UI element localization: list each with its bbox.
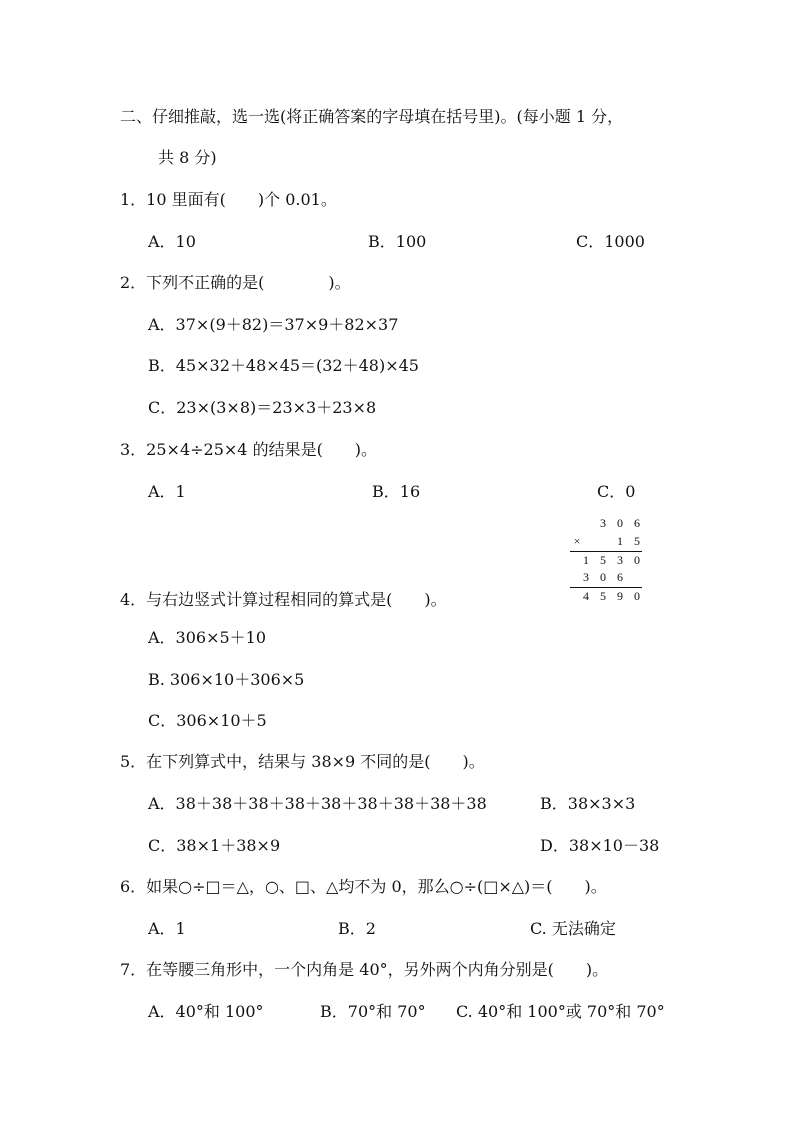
section-header-line1: 二、仔细推敲，选一选(将正确答案的字母填在括号里)。(每小题 1 分， <box>120 107 624 126</box>
calc-digit: 4 <box>583 589 589 603</box>
question-4-option-a: A．306×5＋10 <box>148 628 267 647</box>
calc-row-partial-1 <box>568 552 644 569</box>
calc-digit: 0 <box>600 570 606 584</box>
calc-row-multiplier <box>568 533 644 550</box>
question-6-option-b: B．2 <box>338 919 376 938</box>
calc-digit: 6 <box>634 516 640 530</box>
question-5-option-b: B．38×3×3 <box>540 794 636 813</box>
question-1-option-c: C．1000 <box>576 232 645 251</box>
calc-times-sign: × <box>573 534 581 548</box>
calc-digit: 0 <box>617 516 623 530</box>
question-3-option-b: B．16 <box>372 482 421 501</box>
question-4-option-b: B. 306×10＋306×5 <box>148 670 305 689</box>
question-2-option-b: B．45×32＋48×45＝(32＋48)×45 <box>148 356 419 375</box>
calc-digit: 0 <box>634 589 640 603</box>
question-2-option-a: A．37×(9＋82)＝37×9＋82×37 <box>148 315 399 334</box>
question-6-option-c: C. 无法确定 <box>530 919 616 938</box>
question-7-stem: 7．在等腰三角形中，一个内角是 40°，另外两个内角分别是( )。 <box>120 960 609 979</box>
question-1-option-b: B．100 <box>368 232 427 251</box>
question-7-option-a: A．40°和 100° <box>148 1002 264 1021</box>
calc-digit: 3 <box>617 553 623 567</box>
calc-digit: 5 <box>634 534 640 548</box>
calc-digit: 0 <box>634 553 640 567</box>
question-7-option-b: B．70°和 70° <box>320 1002 426 1021</box>
calc-digit: 3 <box>600 516 606 530</box>
question-7-option-c: C. 40°和 100°或 70°和 70° <box>456 1002 665 1021</box>
question-3-option-c: C．0 <box>597 482 636 501</box>
question-5-option-a: A．38＋38＋38＋38＋38＋38＋38＋38＋38 <box>148 794 487 813</box>
question-1-stem: 1．10 里面有( )个 0.01。 <box>120 190 337 209</box>
question-5-option-c: C．38×1＋38×9 <box>148 836 281 855</box>
calc-digit: 6 <box>617 570 623 584</box>
question-5-stem: 5．在下列算式中，结果与 38×9 不同的是( )。 <box>120 752 485 771</box>
question-2-stem: 2．下列不正确的是( )。 <box>120 273 351 292</box>
calc-digit: 1 <box>583 553 589 567</box>
question-3-option-a: A．1 <box>148 482 186 501</box>
question-4-stem: 4．与右边竖式计算过程相同的算式是( )。 <box>120 590 447 609</box>
calc-row-multiplicand <box>568 515 644 532</box>
question-6-option-a: A．1 <box>148 919 186 938</box>
question-3-stem: 3．25×4÷25×4 的结果是( )。 <box>120 440 378 459</box>
question-1-option-a: A．10 <box>148 232 196 251</box>
calc-digit: 9 <box>617 589 623 603</box>
calc-digit: 5 <box>600 589 606 603</box>
question-4-option-c: C．306×10＋5 <box>148 711 267 730</box>
section-header-line2: 共 8 分) <box>158 148 217 167</box>
question-6-stem: 6．如果○÷□＝△，○、□、△均不为 0，那么○÷(□×△)＝( )。 <box>120 877 607 896</box>
calc-digit: 3 <box>583 570 589 584</box>
calc-row-partial-2 <box>568 569 644 586</box>
question-5-option-d: D．38×10－38 <box>540 836 660 855</box>
question-2-option-c: C．23×(3×8)＝23×3＋23×8 <box>148 398 377 417</box>
calc-digit: 1 <box>617 534 623 548</box>
calc-row-product <box>568 588 644 605</box>
calc-digit: 5 <box>600 553 606 567</box>
